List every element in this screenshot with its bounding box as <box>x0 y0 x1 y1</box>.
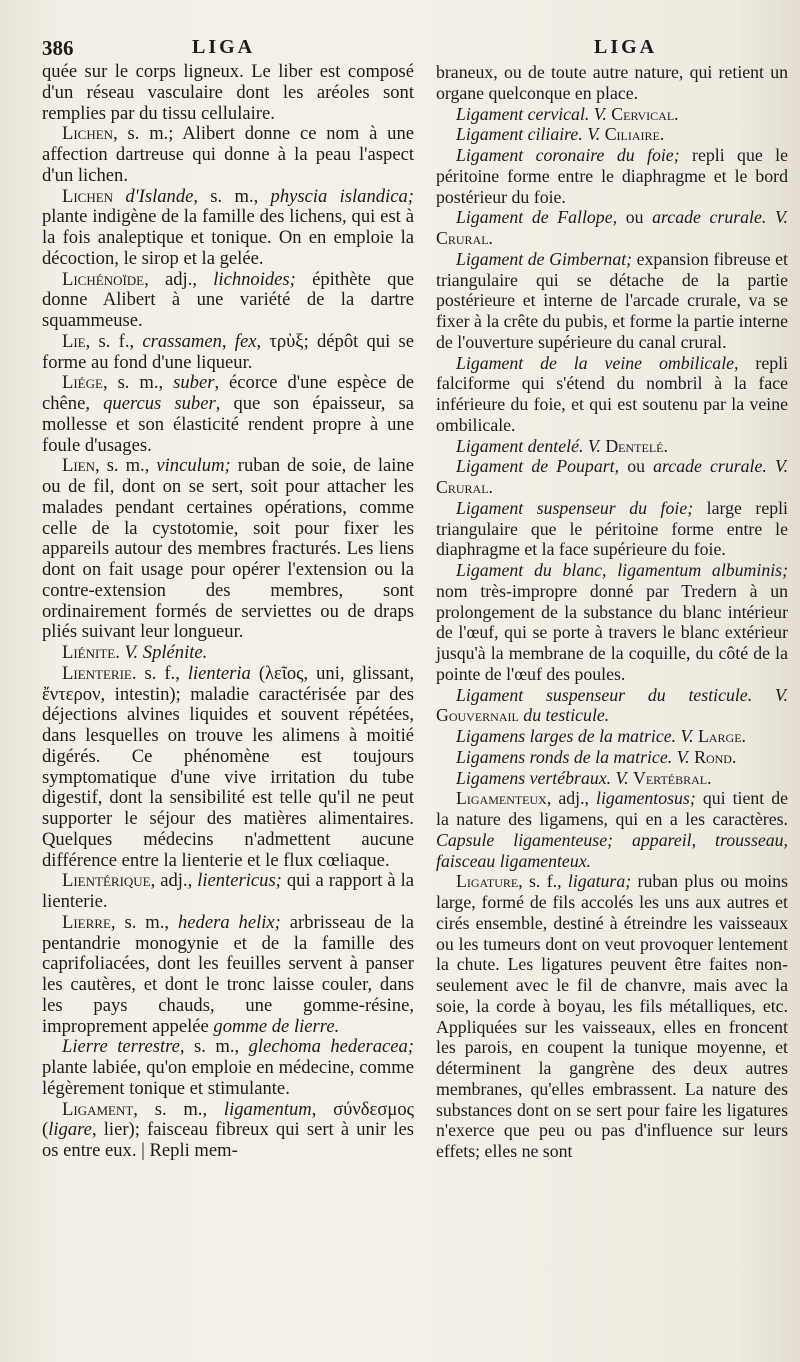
entry-text: , <box>221 330 235 352</box>
entry-text: hedera helix; <box>177 911 281 933</box>
entry-text: , s. m.; Alibert donne ce nom à une affection dartreuse qui donne à la peau l'aspect d'un lichen. <box>42 123 414 186</box>
page-number: 386 <box>42 36 74 60</box>
entry-text: Ligamens vertébraux. V. <box>456 767 629 788</box>
entry-text: Ligament de la veine ombilicale, <box>456 352 739 373</box>
entry-text: , lier); faisceau fibreux qui sert à unir les os entre eux. | Repli mem- <box>42 1119 414 1161</box>
entry-ligament <box>42 1100 414 1162</box>
headword: Lientérique <box>62 870 151 892</box>
entry-text: , s. m., <box>179 1036 249 1058</box>
entry-text: ligamentosus; <box>596 788 696 809</box>
entry-text: d'Islande <box>113 185 194 207</box>
entry-text: Capsule ligamenteuse; appareil, trousseau, faisceau ligamenteux. <box>436 829 788 871</box>
entry-text: ligare <box>48 1119 92 1141</box>
entry-lig-fallope <box>436 207 788 249</box>
entry-text: , s. m., <box>193 185 271 207</box>
headword: Ligament <box>62 1098 134 1120</box>
entry-lig-coronaire <box>436 145 788 207</box>
entry-text: Ligament de Fallope, <box>456 207 618 228</box>
entry-text: ruban de soie, de laine ou de fil, dont on se sert, soit pour attacher les malades pendant certaines opérations, comme celle de la cystotomie, soit pour fixer les appareils autour des membres fracturés. Les liens dont on fait usage pour opérer l'extension ou la contre-extension des membres, sont ordinairement formés de serviettes ou de draps pliés suivant leur longueur. <box>42 455 414 643</box>
entry-lichen-islande <box>42 187 414 270</box>
entry-text: braneux, ou de toute autre nature, qui retient un organe quelconque en place. <box>436 62 788 103</box>
entry-lig-suspenseur-foie <box>436 498 788 560</box>
entry-ligs-vertebraux <box>436 768 788 789</box>
entry-ligamenteux <box>436 788 788 871</box>
entry-text: crassamen <box>142 330 222 352</box>
entry-lig-dentele <box>436 436 788 457</box>
entry-text: Ligament du blanc, ligamentum albuminis; <box>456 560 788 580</box>
entry-text: ou <box>617 207 653 228</box>
entry-text: Ligamens ronds de la matrice. V. <box>456 746 690 767</box>
entry-text: . <box>115 642 125 663</box>
entry-text: , s. m., <box>102 372 174 394</box>
entry-text: Ligament dentelé. V. <box>456 435 601 456</box>
entry-lierre <box>42 913 414 1038</box>
running-head-right: LIGA <box>594 36 658 58</box>
entry-lienite <box>42 643 414 664</box>
entry-text: ligamentum <box>223 1098 312 1120</box>
headword: Lie <box>62 330 86 352</box>
entry-text: physcia islandica; <box>270 185 414 207</box>
entry-lig-cervical <box>436 104 788 125</box>
headword: Lichen <box>62 123 114 145</box>
running-head-left: LIGA <box>192 36 256 58</box>
headword: Liénite <box>62 642 116 663</box>
entry-lig-veine <box>436 353 788 436</box>
entry-text: ruban plus ou moins large, formé de fils accolés les uns aux autres et cirés ensemble, destiné à étreindre les vaisseaux ou les tumeurs dont on veut provoquer lentement la chute. Les ligatures peuvent être faites non-seulement avec le fil de chanvre, mais avec la soie, la corde à boyau, les fils métalliques, etc. Appliquées sur les vaisseaux, elles en froncent les parois, en coupent la tunique moyenne, et déterminent la gangrène des deux autres membranes, qu'elles embrassent. La nature des substances dont on se sert pour faire les ligatures n'exerce que peu ou pas d'influence sur leurs effets; elles ne sont <box>436 871 788 1161</box>
entry-text: plante indigène de la famille des lichens, qui est à la fois analeptique et tonique. On en emploie la décoction, le sirop et la gelée. <box>42 206 414 269</box>
headword: Lichen <box>62 185 114 207</box>
entry-text: , s. m., <box>133 1098 224 1120</box>
entry-lie <box>42 332 414 374</box>
entry-text: lichnoides; <box>213 268 296 290</box>
entry-text: qui tient de la nature des ligamens, qui en a les caractères. <box>436 788 788 829</box>
page-header <box>42 36 760 62</box>
entry-lien <box>42 456 414 643</box>
entry-text: du testicule. <box>523 705 610 726</box>
entry-text: Dentelé. <box>605 435 668 456</box>
entry-text: arcade crurale. V. <box>652 207 788 228</box>
entry-text: ou <box>619 456 654 477</box>
entry-text: lienteria <box>187 662 251 684</box>
entry-lig-ciliaire <box>436 124 788 145</box>
entry-text: , s. f., <box>518 871 568 892</box>
entry-text: ligatura; <box>567 871 632 892</box>
entry-lierre-terrestre <box>42 1037 414 1099</box>
entry-ligs-ronds <box>436 747 788 768</box>
entry-lig-gimbernat <box>436 249 788 353</box>
entry-text: , que son épaisseur, sa mollesse et son élasticité rendent propre à une foule d'usages. <box>42 393 414 456</box>
entry-text: quercus suber <box>103 393 216 414</box>
entry-lienterique <box>42 871 414 913</box>
entry-lichen <box>42 124 414 186</box>
entry-cont <box>42 62 414 124</box>
entry-text: Cervical. <box>611 103 679 124</box>
entry-lig-testicule <box>436 685 788 727</box>
entry-text: , τρὺξ; dépôt qui se forme au fond d'une liqueur. <box>42 330 415 373</box>
entry-text: Crural. <box>436 228 493 248</box>
entry-text: arcade crurale. V. <box>653 456 789 477</box>
entry-text: , adj., <box>150 870 198 892</box>
entry-text: , adj., <box>546 788 596 809</box>
entry-lichenoide <box>42 270 414 332</box>
entry-text: quée sur le corps ligneux. Le liber est composé d'un réseau vasculaire dont les aréoles sont remplies par du tissu cellulaire. <box>42 61 414 124</box>
entry-text: fex <box>234 330 257 352</box>
entry-text: lientericus; <box>197 870 282 892</box>
entry-text: repli falciforme qui s'étend du nombril à la face inférieure du foie, et qui est soutenu par la veine ombilicale. <box>436 352 788 435</box>
entry-text: vinculum; <box>156 455 231 477</box>
entry-text: repli que le péritoine forme entre le diaphragme et le bord postérieur du foie. <box>436 145 788 207</box>
entry-text: Ligamens larges de la matrice. V. <box>456 726 694 746</box>
entry-text: large repli triangulaire que le péritoine forme entre le diaphragme et la face supérieure du foie. <box>436 497 788 560</box>
entry-text: suber <box>173 372 215 394</box>
entry-lig-poupart <box>436 456 788 498</box>
entry-text: (λεῖος, uni, glissant, ἔντερον, intestin); maladie caractérisée par des déjections alvines liquides et souvent répétées, dans lesquelles on trouve les alimens à moitié digérés. Ce phénomène est toujours symptomatique d'une vive irritation du tube digestif, dont la sensibilité est telle qu'il ne peut supporter le séjour des matières alimentaires. Quelques médecins n'admettent aucune différence entre la lienterie et le flux cœliaque. <box>42 662 414 871</box>
entry-text: , adj., <box>144 268 214 290</box>
entry-text: , s. m., <box>95 455 157 477</box>
entry-text: arbrisseau de la pentandrie monogynie et de la famille des caprifoliacées, dont les feuilles servent à panser les cautères, et dont le tronc laisse couler, dans les pays chauds, une gomme-résine, improprement appelée <box>42 911 414 1037</box>
headword: Lienterie <box>62 662 132 684</box>
entry-text: Large. <box>698 726 746 746</box>
entry-text: expansion fibreuse et triangulaire qui se détache de la partie postérieure et interne de l'arcade crurale, va se fixer à la crête du pubis, et forme la partie interne de l'ouverture supérieure du canal crural. <box>436 248 789 352</box>
entry-text: . s. f., <box>131 662 188 684</box>
headword: Lien <box>62 455 96 477</box>
entry-text: Ligament cervical. V. <box>456 103 607 124</box>
headword: Ligature <box>456 871 519 892</box>
right-column <box>436 62 788 1162</box>
entry-liege <box>42 373 414 456</box>
entry-ligature <box>436 871 788 1162</box>
entry-text: Vertébral. <box>632 767 712 788</box>
entry-text: , s. f., <box>85 330 143 352</box>
left-column <box>42 62 414 1162</box>
entry-text: Lierre terrestre <box>62 1036 180 1058</box>
headword: Lichénoïde <box>62 268 145 290</box>
entry-lig-blanc <box>436 560 788 685</box>
entry-text: Ligament coronaire du foie; <box>456 145 680 165</box>
entry-text: qui a rapport à la lienterie. <box>42 870 414 912</box>
headword: Lierre <box>62 911 111 933</box>
entry-cont-r <box>436 62 788 104</box>
entry-text: glechoma hederacea; <box>248 1036 414 1058</box>
entry-text: Ciliaire. <box>604 124 665 145</box>
entry-ligs-larges <box>436 726 788 747</box>
entry-text: Ligament suspenseur du foie; <box>456 497 694 518</box>
entry-text: Rond. <box>694 746 737 767</box>
entry-text: nom très-impropre donné par Tredern à un prolongement de la substance du blanc intérieur de l'œuf, qui se porte à travers le blanc extérieur jusqu'à la membrane de la coquille, du côté de la pointe de l'œuf des poules. <box>436 580 788 684</box>
entry-text: , σύνδεσμος ( <box>42 1098 414 1141</box>
entry-text: plante labiée, qu'on emploie en médecine, comme légèrement tonique et stimulante. <box>42 1057 414 1099</box>
entry-text: Ligament de Gimbernat; <box>456 248 633 269</box>
entry-text: Gouvernail <box>436 705 519 726</box>
entry-text: Ligament suspenseur du testicule. V. <box>456 684 788 705</box>
entry-text: , s. m., <box>110 911 178 933</box>
entry-text: gomme de lierre. <box>213 1015 340 1037</box>
entry-text: V. Splénite. <box>124 642 208 663</box>
entry-lienterie <box>42 664 414 872</box>
entry-text: épithète que donne Alibert à une variété de la dartre squammeuse. <box>42 268 414 331</box>
entry-text: Crural. <box>436 477 493 497</box>
headword: Liége <box>62 372 103 394</box>
entry-text: , écorce d'une espèce de chêne, <box>42 372 414 414</box>
entry-text: Ligament de Poupart, <box>456 456 620 477</box>
headword: Ligamenteux <box>456 788 547 809</box>
entry-text: Ligament ciliaire. V. <box>456 124 601 145</box>
